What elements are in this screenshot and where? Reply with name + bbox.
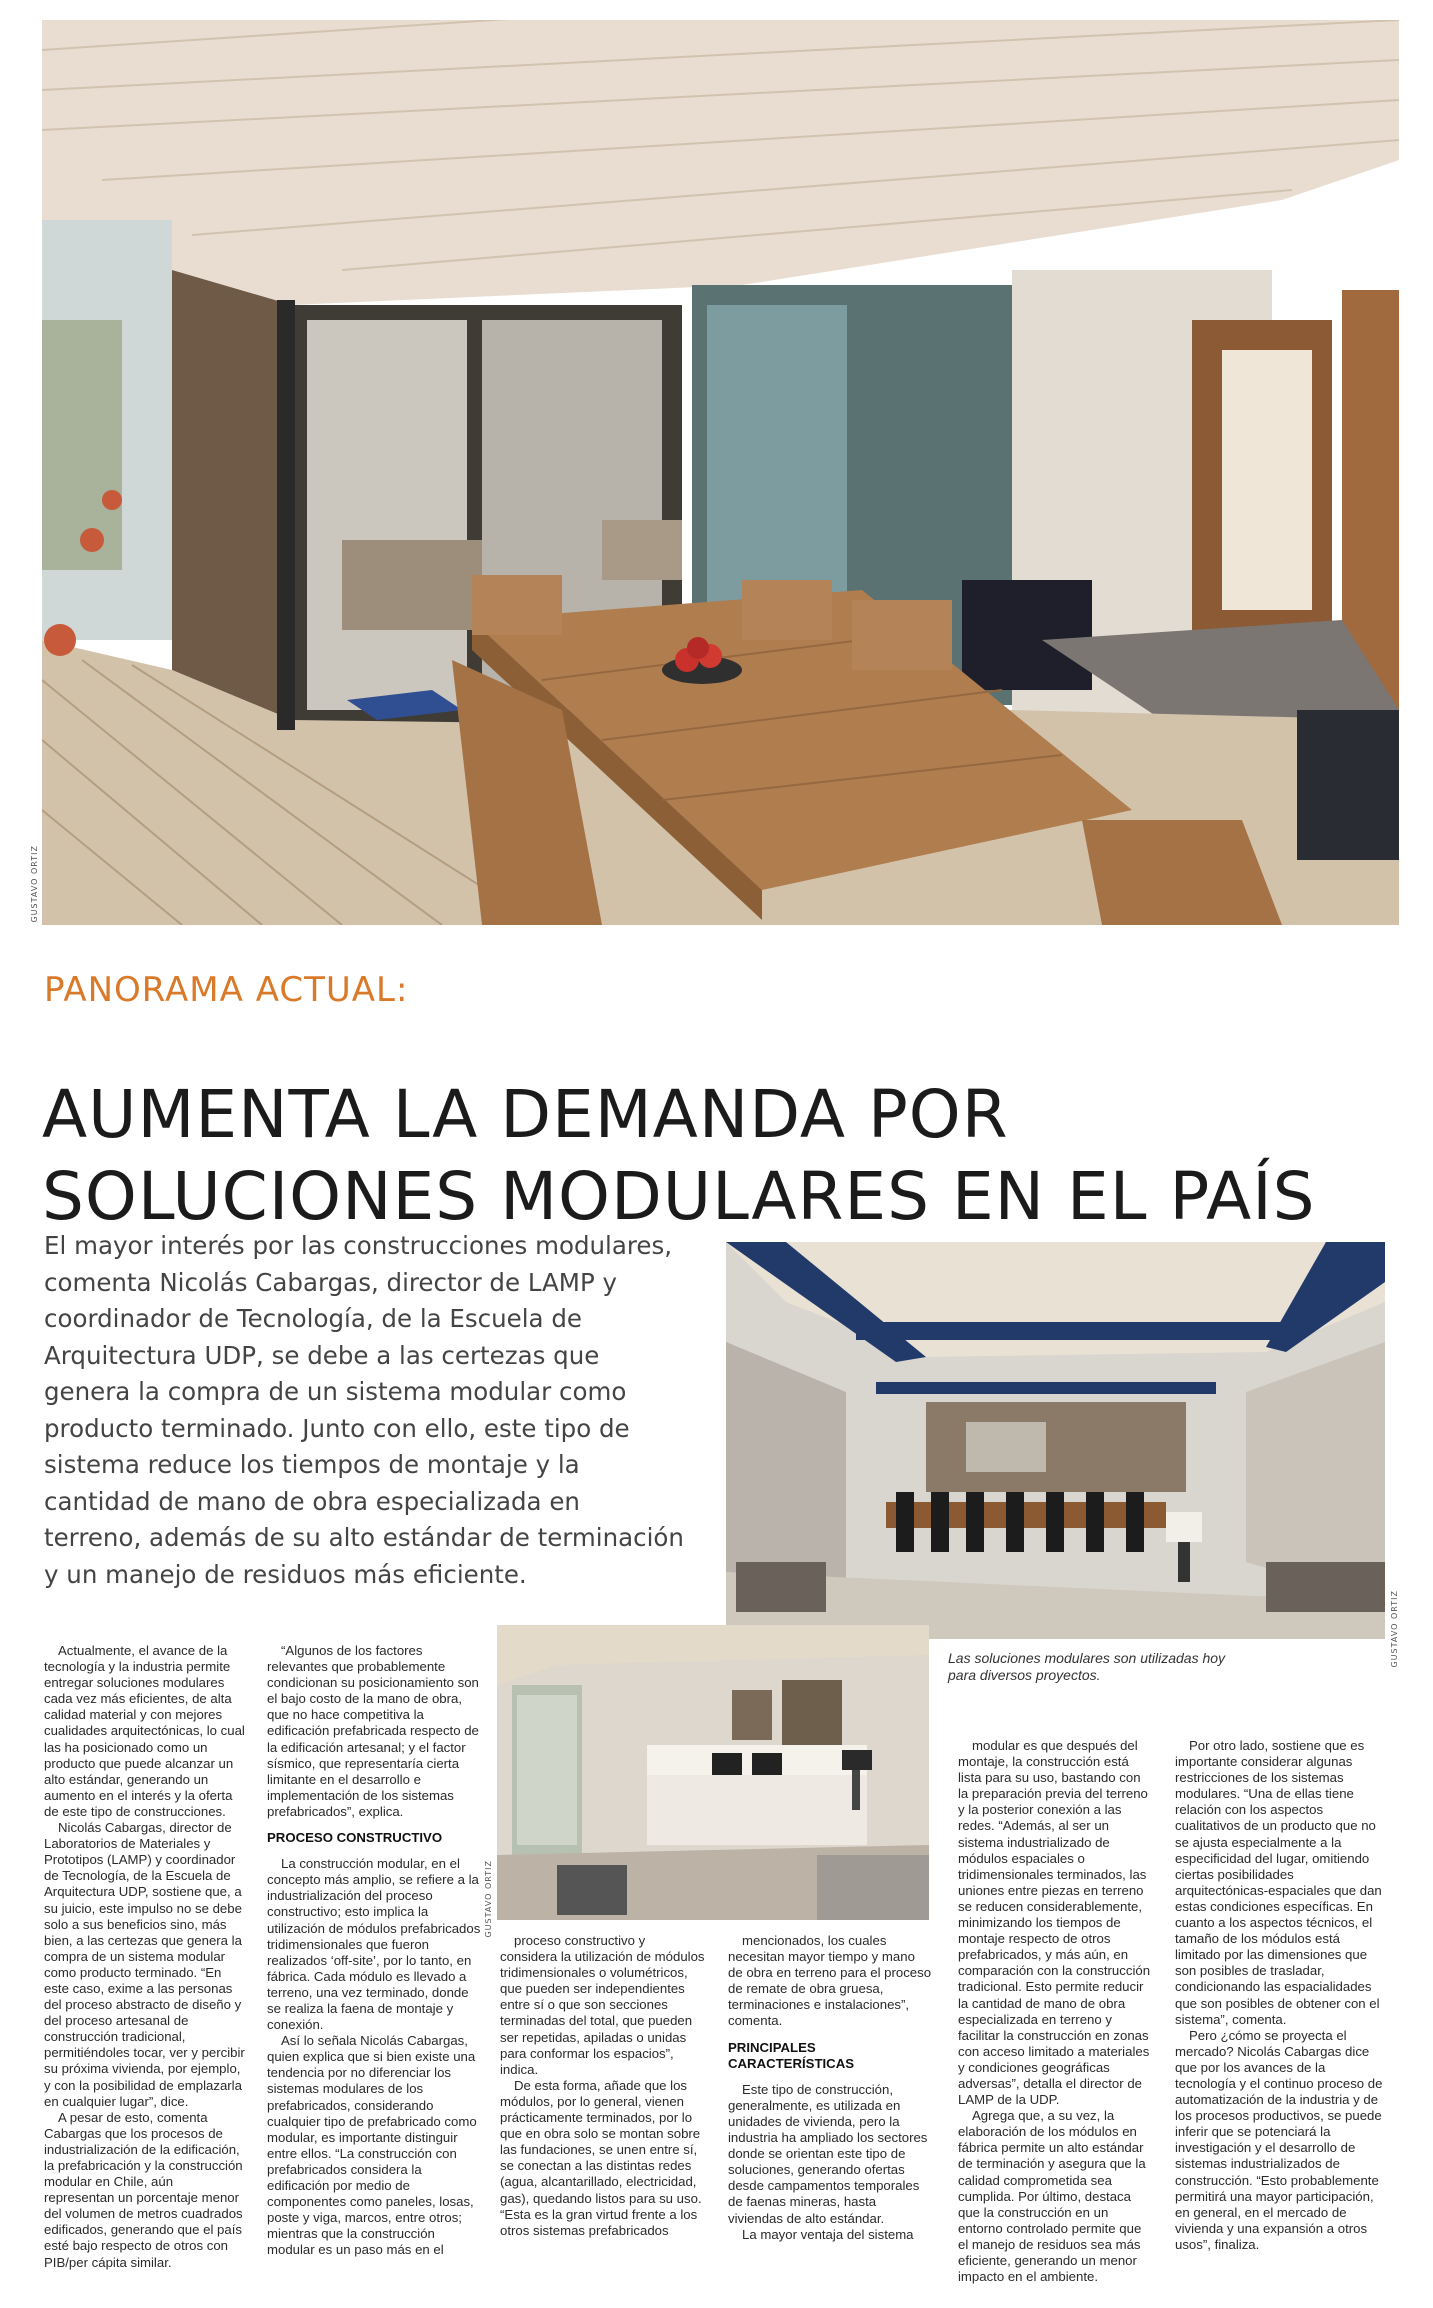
body-paragraph: Este tipo de construcción, generalmente, es utilizada en unidades de vivienda, pero la industria ha ampliado los sectores donde se orientan este tipo de soluciones, generando ofertas desde campamentos temporales de faenas mineras, hasta viviendas de alto estándar.	[728, 2081, 932, 2226]
body-paragraph: modular es que después del montaje, la construcción está lista para su uso, bastando con la preparación previa del terreno y la posterior conexión a las redes. “Además, al ser un sistema industrializado de módulos espaciales o tridimensionales terminados, las uniones entre piezas en terreno se reducen considerablemente, minimizando los tiempos de montaje respecto de otros prefabricados, y más aún, en comparación con la construcción tradicional. Esto permite reducir la cantidad de mano de obra especializada en terreno y facilitar la construcción en zonas con acceso limitado a materiales y condiciones geográficas adversas”, detalla el director de LAMP de la UDP.	[958, 1738, 1154, 2108]
body-paragraph: De esta forma, añade que los módulos, por lo general, vienen prácticamente terminados, por lo que en obra solo se montan sobre las fundaciones, se unen entre sí, se conectan a las distintas redes (agua, alcantarillado, electricidad, gas), quedando listos para su uso. “Esta es la gran virtud frente a los otros sistemas prefabricados	[500, 2077, 706, 2238]
photo-bedroom	[497, 1625, 929, 1920]
photo-dining-room	[726, 1242, 1385, 1639]
article-column-5	[958, 1738, 1153, 2285]
section-heading: PRINCIPALES CARACTERÍSTICAS	[728, 2039, 855, 2071]
body-paragraph: A pesar de esto, comenta Cabargas que los procesos de industrialización de la edificación, la prefabricación y la construcción modular en Chile, aún representan un porcentaje menor del volumen de metros cuadrados edificados, generando que el país esté bajo respecto de otros con PIB/per cápita similar.	[44, 2109, 247, 2270]
body-paragraph: Así lo señala Nicolás Cabargas, quien explica que si bien existe una tendencia por no diferenciar los sistemas modulares de los prefabricados, considerando cualquier tipo de prefabricado como modular, es importante distinguir entre ellos. “La construcción con prefabricados considera la edificación por medio de componentes como paneles, losas, poste y viga, marcos, entre otros; mientras que la construcción modular es un paso más en el	[267, 2033, 481, 2258]
body-paragraph: La construcción modular, en el concepto más amplio, se refiere a la industrialización del proceso constructivo; esto implica la utilización de módulos prefabricados tridimensionales que fueron realizados ‘off-site’, por lo tanto, en fábrica. Cada módulo es llevado a terreno, una vez terminado, donde se realiza la faena de montaje y conexión.	[267, 1856, 484, 2033]
body-paragraph: Nicolás Cabargas, director de Laboratorios de Materiales y Prototipos (LAMP) y coordinador de Tecnología, de la Escuela de Arquitectura UDP, sostiene que, a su juicio, este impulso no se debe solo a sus beneficios sino, más bien, a las certezas que genera la compra de un sistema modular como producto terminado. “En este caso, exime a las personas del proceso abstracto de diseño y del proceso artesanal de construcción tradicional, permitiéndoles tocar, ver y percibir su próxima vivienda, por ejemplo, y con la posibilidad de emplazarla en cualquier lugar”, dice.	[44, 1820, 249, 2109]
article-column-4	[728, 1933, 933, 2243]
body-paragraph: La mayor ventaja del sistema	[742, 2226, 914, 2242]
headline-line-1: AUMENTA LA DEMANDA POR	[42, 1076, 1009, 1154]
article-column-3	[500, 1933, 709, 2239]
section-heading: PROCESO CONSTRUCTIVO	[267, 1830, 443, 1846]
body-paragraph: “Algunos de los factores relevantes que probablemente condicionan su posicionamiento son el bajo costo de la mano de obra, que no hace competitiva la edificación prefabricada respecto de la edificación artesanal; y el factor sísmico, que representaría cierta limitante en el desarrollo e implementación de los sistemas prefabricados”, explica.	[267, 1643, 483, 1819]
photo-credit: GUSTAVO ORTIZ	[1390, 1590, 1399, 1668]
body-paragraph: Por otro lado, sostiene que es importante considerar algunas restricciones de los sistemas modulares. “Una de ellas tiene relación con los aspectos cualitativos de un producto que no se ajusta especialmente a la especificidad del lugar, omitiendo ciertas posibilidades arquitectónicas-espaciales que dan estas condiciones específicas. En cuanto a los aspectos técnicos, el tamaño de los módulos está limitado por las dimensiones que son posibles de trasladar, condicionando las espacialidades que son posibles de obtener con el sistema”, comenta.	[1175, 1738, 1386, 2027]
body-paragraph: Agrega que, a su vez, la elaboración de los módulos en fábrica permite un alto estándar de terminación y asegura que la calidad comprometida sea cumplida. Por último, destaca que la construcción en un entorno controlado permite que el manejo de residuos sea más eficiente, generando un menor impacto en el ambiente.	[958, 2108, 1150, 2285]
section-kicker: PANORAMA ACTUAL:	[44, 970, 409, 1010]
article-headline	[42, 1074, 1342, 1238]
body-paragraph: Actualmente, el avance de la tecnología y la industria permite entregar soluciones modulares cada vez más eficientes, de alta calidad material y con mejores cualidades arquitectónicas, lo cual las ha posicionado como un producto que puede alcanzar un alto estándar, generando un aumento en el interés y la oferta de este tipo de construcciones.	[44, 1643, 249, 1819]
article-column-6	[1175, 1738, 1385, 2253]
article-column-1	[44, 1643, 247, 2271]
body-paragraph: proceso constructivo y considera la utilización de módulos tridimensionales o volumétricos, que pueden ser independientes entre sí o que son secciones terminadas del total, que pueden ser repetidas, apiladas o unidas para conformar los espacios”, indica.	[500, 1933, 709, 2077]
photo-caption: Las soluciones modulares son utilizadas hoy para diversos proyectos.	[948, 1650, 1226, 1683]
photo-credit: GUSTAVO ORTIZ	[484, 1860, 493, 1938]
photo-credit: GUSTAVO ORTIZ	[30, 845, 39, 923]
body-paragraph: mencionados, los cuales necesitan mayor tiempo y mano de obra en terreno para el proceso de remate de obra gruesa, terminaciones e instalaciones”, comenta.	[728, 1933, 935, 2029]
hero-photo-terrace	[42, 20, 1399, 925]
lead-paragraph: El mayor interés por las construcciones modulares, comenta Nicolás Cabargas, director de LAMP y coordinador de Tecnología, de la Escuela de Arquitectura UDP, se debe a las certezas que genera la compra de un sistema modular como producto terminado. Junto con ello, este tipo de sistema reduce los tiempos de montaje y la cantidad de mano de obra especializada en terreno, además de su alto estándar de terminación y un manejo de residuos más eficiente.	[44, 1231, 684, 1589]
body-paragraph: Pero ¿cómo se proyecta el mercado? Nicolás Cabargas dice que por los avances de la tecnología y el continuo proceso de automatización de la industria y de los procesos productivos, se puede inferir que se potenciará la investigación y el desarrollo de sistemas industrializados de construcción. “Esto probablemente permitirá una mayor participación, en general, en el mercado de vivienda y una expansión a otros usos”, finaliza.	[1175, 2027, 1387, 2252]
headline-line-2: SOLUCIONES MODULARES EN EL PAÍS	[42, 1158, 1316, 1236]
article-column-2	[267, 1643, 482, 2258]
